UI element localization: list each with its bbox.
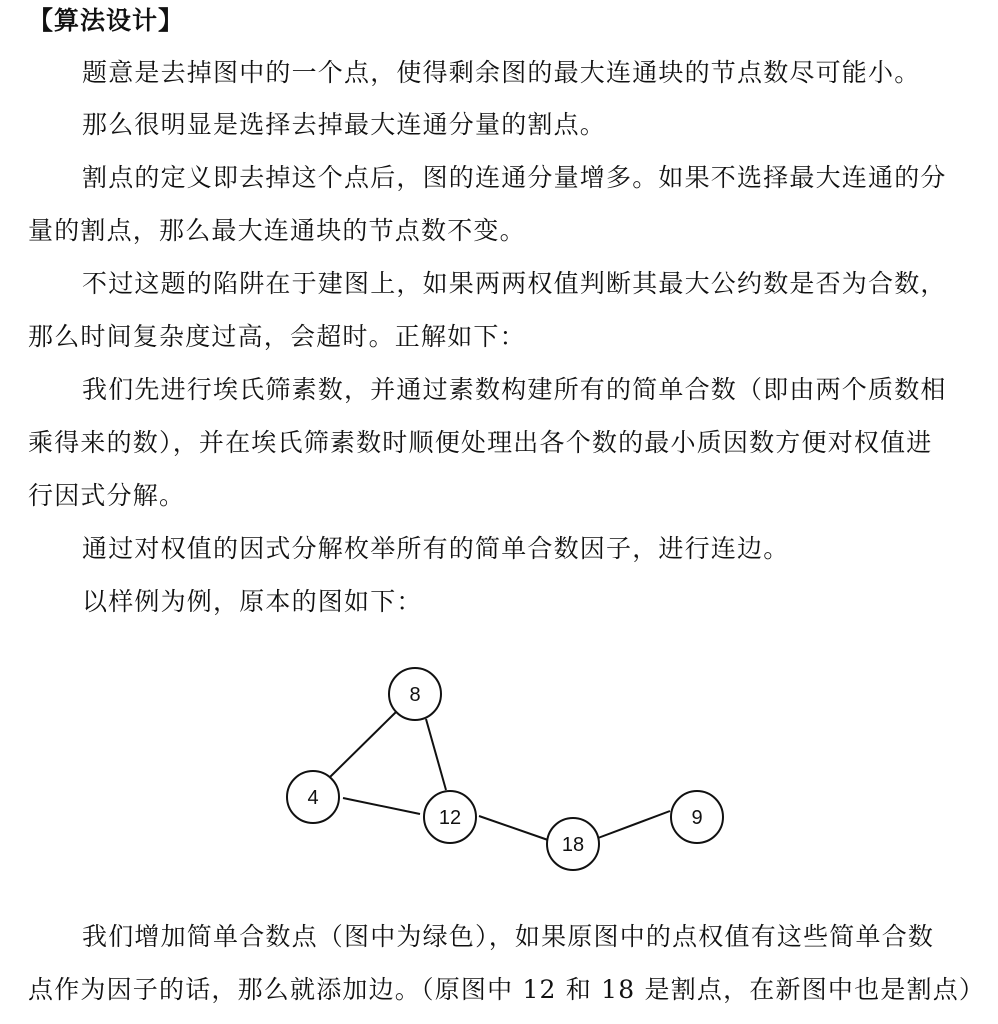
paragraph-4-line-1: 不过这题的陷阱在于建图上，如果两两权值判断其最大公约数是否为合数， <box>82 269 947 298</box>
graph-node-label-18: 18 <box>561 834 585 856</box>
graph-node-label-4: 4 <box>307 787 319 809</box>
edge-18-9 <box>598 811 670 838</box>
graph-node-label-8: 8 <box>409 684 421 706</box>
paragraph-7-line-1: 以样例为例，原本的图如下： <box>82 587 423 616</box>
graph-node-label-12: 12 <box>438 807 462 829</box>
paragraph-5-line-3: 行因式分解。 <box>28 481 186 510</box>
section-heading: 【算法设计】 <box>28 6 185 35</box>
paragraph-4-line-2: 那么时间复杂度过高，会超时。正解如下： <box>28 322 526 351</box>
paragraph-3-line-2: 量的割点，那么最大连通块的节点数不变。 <box>28 216 526 245</box>
paragraph-1-line-1: 题意是去掉图中的一个点，使得剩余图的最大连通块的节点数尽可能小。 <box>82 58 921 87</box>
paragraph-2-line-1: 那么很明显是选择去掉最大连通分量的割点。 <box>82 110 607 139</box>
edge-12-18 <box>479 816 548 840</box>
paragraph-8-line-2: 点作为因子的话，那么就添加边。（原图中 12 和 18 是割点，在新图中也是割点） <box>28 975 986 1004</box>
edge-8-12 <box>426 719 446 790</box>
graph-figure <box>270 650 750 890</box>
graph-svg <box>270 650 750 890</box>
edge-4-12 <box>343 798 420 814</box>
graph-node-label-9: 9 <box>691 807 703 829</box>
edge-8-4 <box>330 712 396 777</box>
paragraph-6-line-1: 通过对权值的因式分解枚举所有的简单合数因子，进行连边。 <box>82 534 790 563</box>
paragraph-3-line-1: 割点的定义即去掉这个点后，图的连通分量增多。如果不选择最大连通的分 <box>82 163 947 192</box>
paragraph-5-line-2: 乘得来的数），并在埃氏筛素数时顺便处理出各个数的最小质因数方便对权值进 <box>28 428 933 457</box>
paragraph-5-line-1: 我们先进行埃氏筛素数，并通过素数构建所有的简单合数（即由两个质数相 <box>82 375 947 404</box>
paragraph-8-line-1: 我们增加简单合数点（图中为绿色），如果原图中的点权值有这些简单合数 <box>82 922 935 951</box>
